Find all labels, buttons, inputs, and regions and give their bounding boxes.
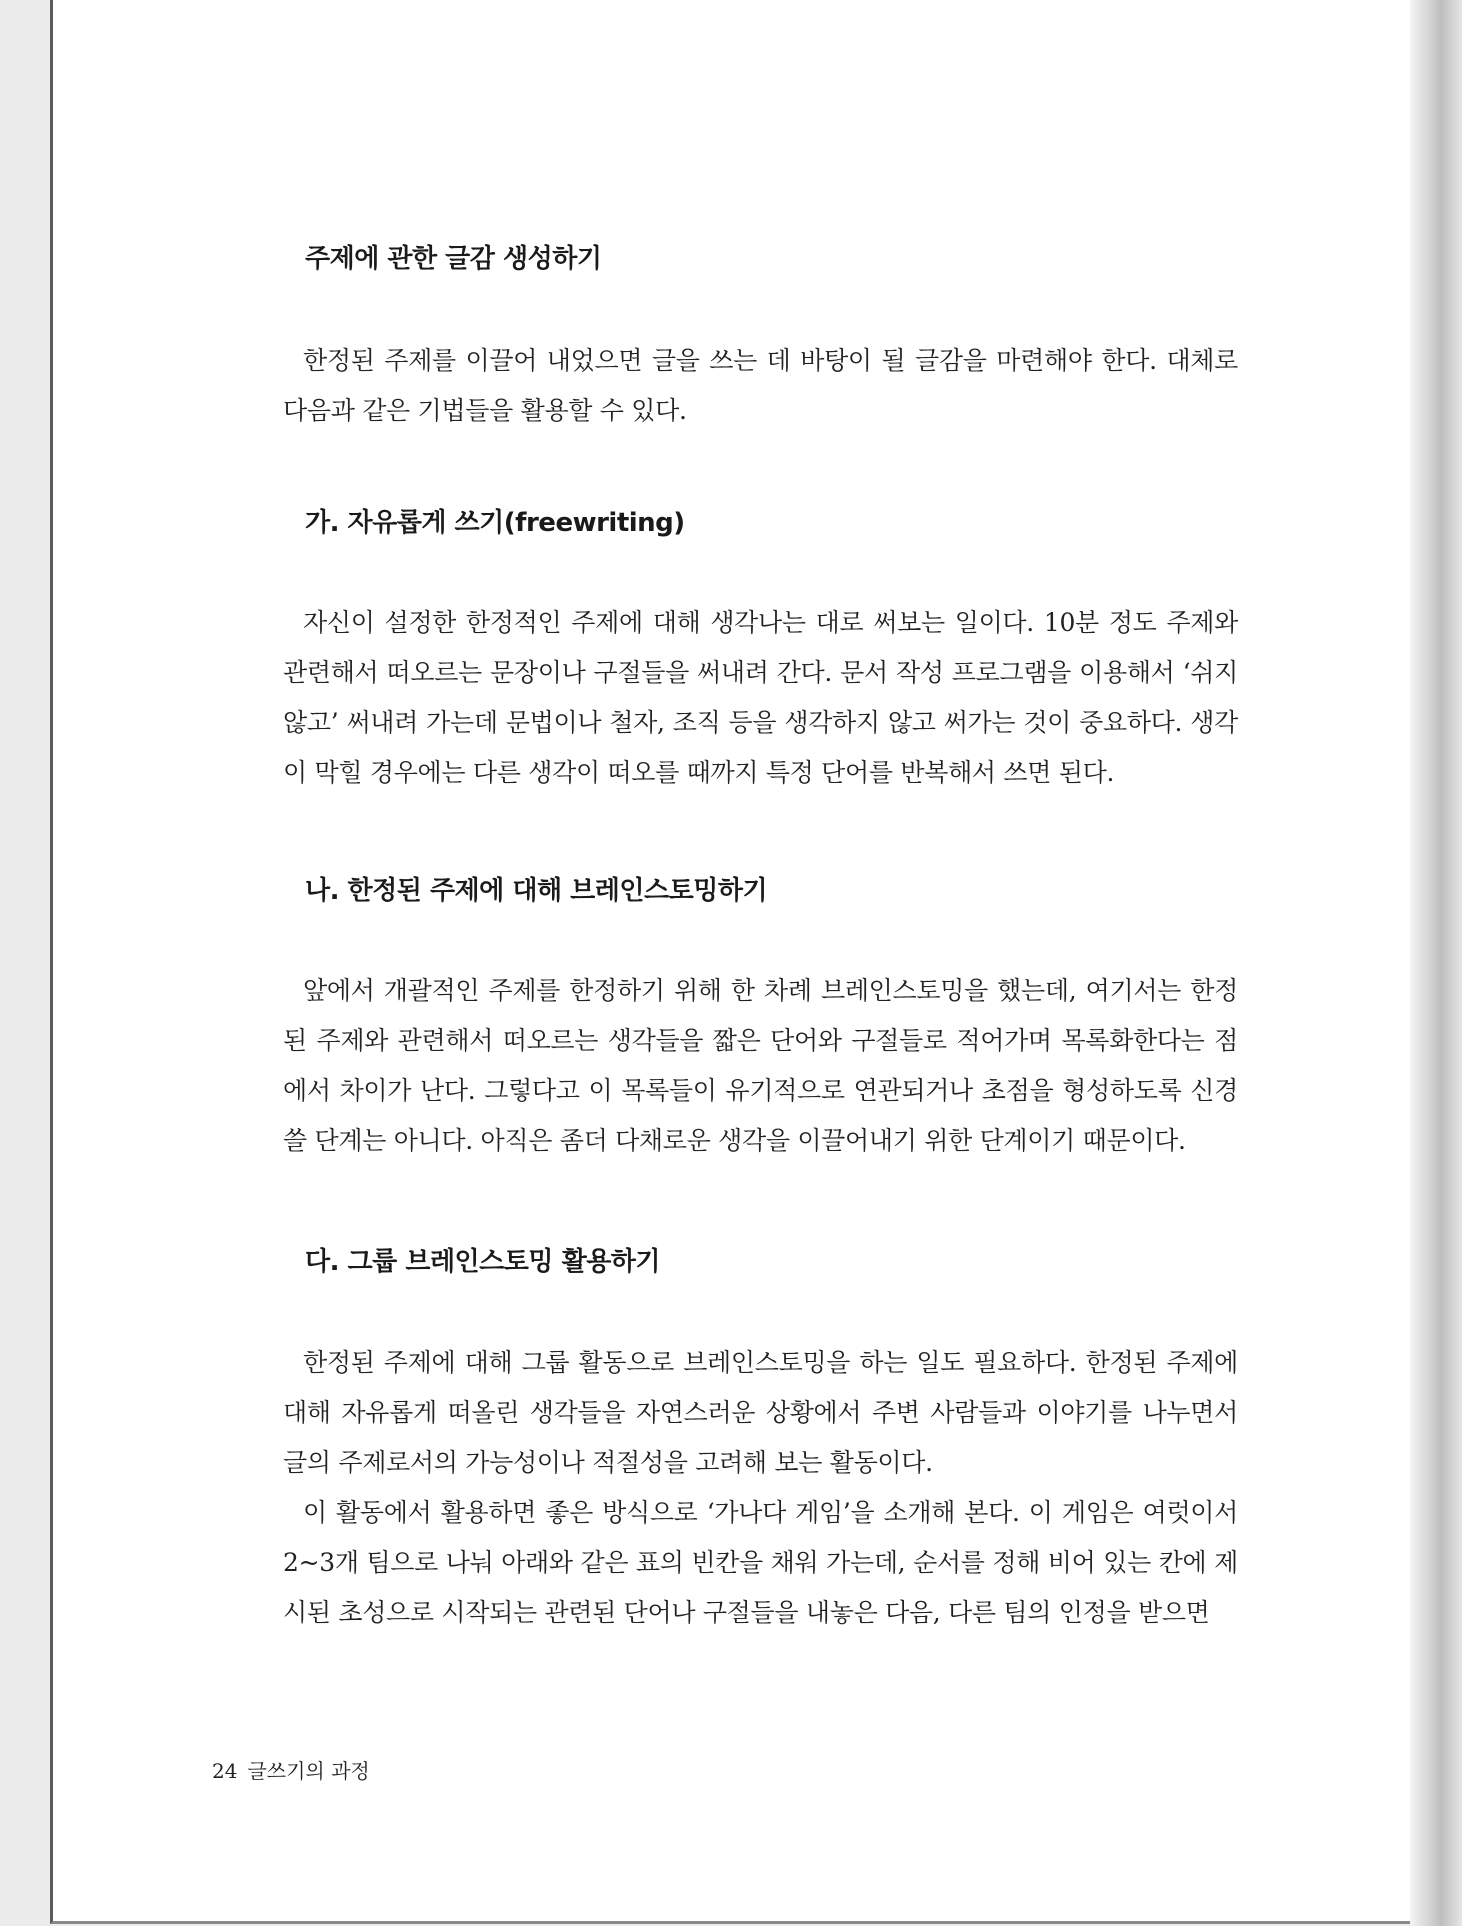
page-footer — [212, 1755, 370, 1784]
running-title: 글쓰기의 과정 — [247, 1759, 370, 1783]
page-edge-shadow — [1410, 0, 1462, 1926]
section-heading: 주제에 관한 글감 생성하기 — [305, 244, 602, 274]
book-page — [50, 0, 1430, 1924]
body-paragraph: 이 활동에서 활용하면 좋은 방식으로 ‘가나다 게임’을 소개해 본다. 이 게임은 여럿이서 2~3개 팀으로 나눠 아래와 같은 표의 빈칸을 채워 가는데, 순서를 정해 비어 있는 칸에 제시된 초성으로 시작되는 관련된 단어나 구절들을 내놓은 다음, 다른 팀의 인정을 받으면 — [283, 1498, 1238, 1627]
body-paragraph: 앞에서 개괄적인 주제를 한정하기 위해 한 차례 브레인스토밍을 했는데, 여기서는 한정된 주제와 관련해서 떠오르는 생각들을 짧은 단어와 구절들로 적어가며 목록화한다는 점에서 차이가 난다. 그렇다고 이 목록들이 유기적으로 연관되거나 초점을 형성하도록 신경 쓸 단계는 아니다. 아직은 좀더 다채로운 생각을 이끌어내기 위한 단계이기 때문이다. — [283, 976, 1238, 1155]
page-number: 24 — [212, 1759, 238, 1783]
section-heading: 가. 자유롭게 쓰기(freewriting) — [305, 508, 685, 538]
body-paragraph: 한정된 주제에 대해 그룹 활동으로 브레인스토밍을 하는 일도 필요하다. 한정된 주제에 대해 자유롭게 떠올린 생각들을 자연스러운 상황에서 주변 사람들과 이야기를 나누면서 글의 주제로서의 가능성이나 적절성을 고려해 보는 활동이다. — [283, 1348, 1238, 1477]
section-heading: 나. 한정된 주제에 대해 브레인스토밍하기 — [305, 876, 768, 906]
body-paragraph: 한정된 주제를 이끌어 내었으면 글을 쓰는 데 바탕이 될 글감을 마련해야 한다. 대체로 다음과 같은 기법들을 활용할 수 있다. — [283, 346, 1238, 425]
body-paragraph: 자신이 설정한 한정적인 주제에 대해 생각나는 대로 써보는 일이다. 10분 정도 주제와 관련해서 떠오르는 문장이나 구절들을 써내려 간다. 문서 작성 프로그램을 이용해서 ‘쉬지 않고’ 써내려 가는데 문법이나 철자, 조직 등을 생각하지 않고 써가는 것이 중요하다. 생각이 막힐 경우에는 다른 생각이 떠오를 때까지 특정 단어를 반복해서 쓰면 된다. — [283, 608, 1238, 787]
section-heading: 다. 그룹 브레인스토밍 활용하기 — [305, 1247, 661, 1277]
